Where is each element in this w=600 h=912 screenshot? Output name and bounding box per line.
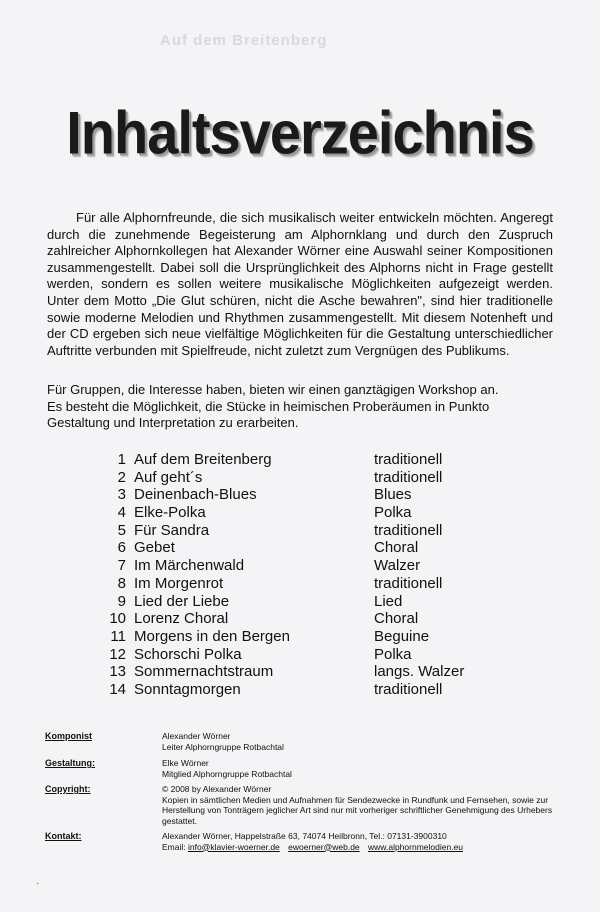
email-label: Email: xyxy=(162,841,186,852)
track-row xyxy=(108,522,508,540)
copyright-line: © 2008 by Alexander Wörner xyxy=(162,784,272,794)
email-link-ewoerner[interactable]: ewoerner@web.de xyxy=(288,841,360,852)
contact-address: Alexander Wörner, Happelstraße 63, 74074 Heilbronn, Tel.: 07131-3900310 xyxy=(162,831,447,841)
track-title: Lied der Liebe xyxy=(134,592,230,610)
track-genre: traditionell xyxy=(374,574,443,592)
track-genre: traditionell xyxy=(374,521,443,539)
credit-label: Komponist xyxy=(45,731,92,741)
track-genre: Blues xyxy=(374,486,412,504)
track-number: 7 xyxy=(117,557,126,575)
contact-links xyxy=(162,842,562,853)
scan-speck: · xyxy=(36,878,40,889)
track-title: Für Sandra xyxy=(134,521,210,539)
designer-role: Mitglied Alphorngruppe Rotbachtal xyxy=(162,768,292,779)
track-title: Gebet xyxy=(134,539,175,557)
track-row xyxy=(108,469,508,487)
track-row xyxy=(108,646,508,664)
credit-label: Gestaltung: xyxy=(45,758,96,768)
track-genre: Polka xyxy=(374,504,412,522)
track-title: Sommernachtstraum xyxy=(134,663,274,681)
track-row xyxy=(108,593,508,611)
workshop-line: Für Gruppen, die Interesse haben, bieten wir einen ganztägigen Workshop an. xyxy=(47,382,499,397)
track-genre: Polka xyxy=(374,645,412,663)
website-link[interactable]: www.alphornmelodien.eu xyxy=(368,841,464,852)
track-number: 13 xyxy=(109,663,126,681)
credit-label: Copyright: xyxy=(45,784,91,794)
credit-value xyxy=(162,784,562,826)
workshop-paragraph xyxy=(47,382,553,432)
credit-value xyxy=(162,831,562,852)
track-genre: traditionell xyxy=(374,468,443,486)
track-row xyxy=(108,486,508,504)
track-row xyxy=(108,663,508,681)
track-row xyxy=(108,575,508,593)
track-title: Deinenbach-Blues xyxy=(134,486,257,504)
composer-name: Alexander Wörner xyxy=(162,731,231,741)
track-number: 4 xyxy=(117,504,126,522)
page-title: Inhaltsverzeichnis xyxy=(66,98,534,167)
track-number: 8 xyxy=(117,574,126,592)
track-row xyxy=(108,451,508,469)
track-number: 6 xyxy=(117,539,126,557)
track-row xyxy=(108,557,508,575)
track-row xyxy=(108,539,508,557)
track-title: Morgens in den Bergen xyxy=(134,627,290,645)
credit-value xyxy=(162,731,562,752)
track-title: Im Morgenrot xyxy=(134,574,224,592)
credit-label: Kontakt: xyxy=(45,831,82,841)
track-title: Schorschi Polka xyxy=(134,645,242,663)
track-genre: Walzer xyxy=(374,557,421,575)
track-number: 10 xyxy=(109,610,126,628)
track-title: Auf geht´s xyxy=(134,468,203,486)
track-title: Auf dem Breitenberg xyxy=(134,451,272,468)
track-number: 3 xyxy=(117,486,126,504)
track-row xyxy=(108,628,508,646)
track-title: Lorenz Choral xyxy=(134,610,229,628)
credit-value xyxy=(162,758,562,779)
track-list xyxy=(108,451,508,699)
track-row xyxy=(108,610,508,628)
track-title: Elke-Polka xyxy=(134,504,206,522)
composer-role: Leiter Alphorngruppe Rotbachtal xyxy=(162,741,284,752)
designer-name: Elke Wörner xyxy=(162,758,209,768)
track-number: 14 xyxy=(109,680,126,698)
track-genre: Choral xyxy=(374,539,419,557)
workshop-detail: Es besteht die Möglichkeit, die Stücke in heimischen Proberäumen in Punkto Gestaltung und Interpretation zu erarbeiten. xyxy=(47,398,490,431)
track-title: Im Märchenwald xyxy=(134,557,245,575)
track-number: 5 xyxy=(117,521,126,539)
track-genre: langs. Walzer xyxy=(374,663,465,681)
track-number: 9 xyxy=(117,592,126,610)
faint-show-through-text: Auf dem Breitenberg xyxy=(160,32,328,49)
track-number: 1 xyxy=(117,451,126,468)
copyright-text: Kopien in sämtlichen Medien und Aufnahmen für Sendezwecke in Rundfunk und Fernsehen, sowie zur Herstellung von Tonträgern jeglicher Art sind nur mit vorheriger schriftlicher Genehmigung des Urhebers gestattet. xyxy=(162,794,553,826)
track-genre: Beguine xyxy=(374,627,430,645)
track-genre: traditionell xyxy=(374,680,443,698)
intro-text: Für alle Alphornfreunde, die sich musikalisch weiter entwickeln möchten. Angeregt durch die zunehmende Begeisterung am Alphornklang und durch den Zuspruch zahlreicher Alphornkollegen hat Alexander Wörner eine Auswahl seiner Kompositionen zusammengestellt. Dabei soll die Ursprünglichkeit des Alphorns nicht in Frage gestellt werden, sondern es sollen weitere musikalische Möglichkeiten aufgezeigt werden. Unter dem Motto „Die Glut schüren, nicht die Asche bewahren", sind hier traditionelle sowie moderne Melodien und Rhythmen zusammengestellt. Mit diesem Notenheft und der CD ergeben sich neue vielfältige Möglichkeiten für die Gestaltung unterschiedlicher Auftritte verbunden mit Spielfreude, nicht zuletzt zum Vergnügen des Publikums. xyxy=(47,210,553,358)
track-genre: Choral xyxy=(374,610,419,628)
track-number: 12 xyxy=(109,645,126,663)
track-number: 2 xyxy=(117,468,126,486)
intro-paragraph xyxy=(47,210,553,359)
track-row xyxy=(108,504,508,522)
track-number: 11 xyxy=(110,627,126,645)
track-genre: traditionell xyxy=(374,451,443,468)
email-link-info[interactable]: info@klavier-woerner.de xyxy=(188,841,280,852)
track-row xyxy=(108,681,508,699)
track-title: Sonntagmorgen xyxy=(134,680,241,698)
track-genre: Lied xyxy=(374,592,403,610)
